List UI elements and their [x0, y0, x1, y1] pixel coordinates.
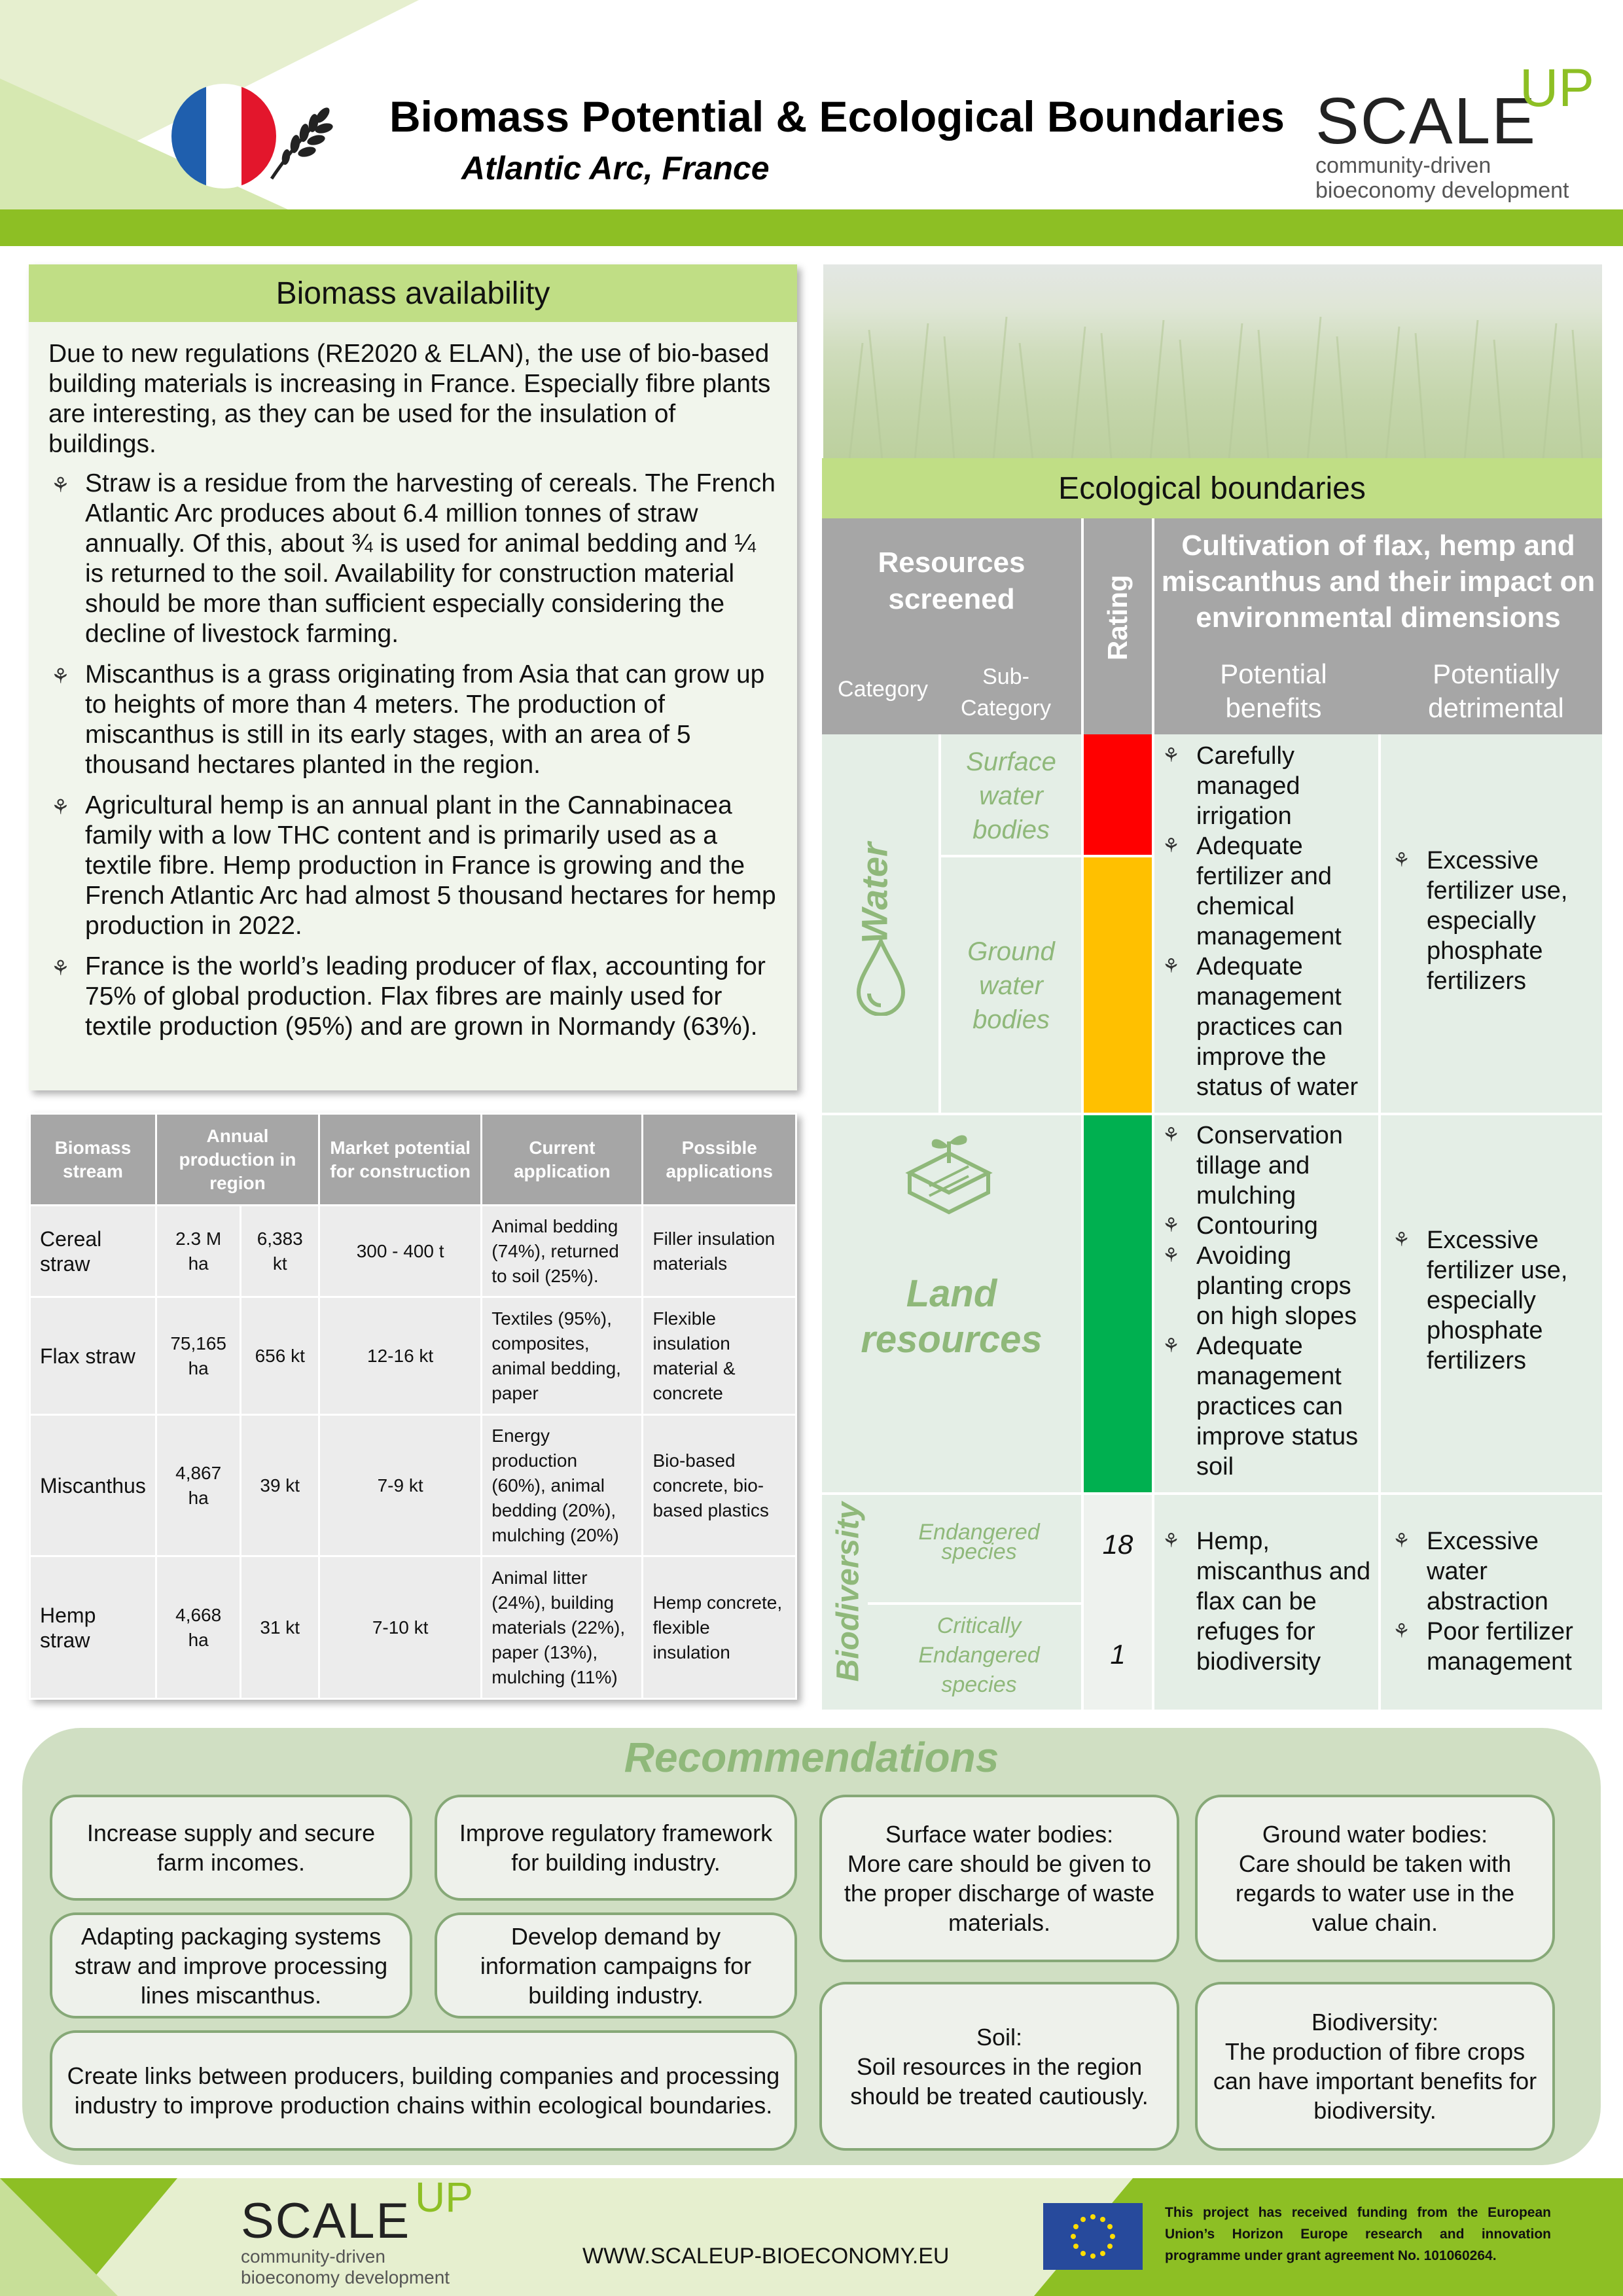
cell-production: 31 kt — [241, 1556, 319, 1699]
rating-biodiversity-cell — [1084, 1495, 1152, 1710]
list-item: ⚘ Avoiding planting crops on high slopes — [1162, 1242, 1357, 1330]
bullet-text: , accounting for 75% of global production. Flax fibres are mainly used for textile production (95%) and are grown in Normandy (63%). — [85, 952, 766, 1041]
recommendation-ground-water: Ground water bodies: Care should be taken with regards to water use in the value chain. — [1195, 1795, 1555, 1962]
keyword: Straw — [85, 469, 151, 497]
cell-current: Energy production (60%), animal bedding (20%), mulching (20%) — [482, 1415, 643, 1556]
divider — [822, 1492, 1602, 1495]
soil-sprout-icon — [903, 1127, 995, 1219]
cell-current: Textiles (95%), composites, animal bedding, paper — [482, 1297, 643, 1415]
biodiversity-detrimental-list — [1393, 1526, 1596, 1677]
list-item: ⚘ Adequate management practices can improve status soil — [1162, 1333, 1359, 1480]
cell-market: 7-10 kt — [319, 1556, 481, 1699]
cell-stream: Miscanthus — [30, 1415, 156, 1556]
bullet-flax — [48, 952, 777, 1042]
cell-production: 39 kt — [241, 1415, 319, 1556]
recommendation-biodiversity: Biodiversity: The production of fibre crops can have important benefits for biodiversity. — [1195, 1982, 1555, 2151]
divider — [1378, 734, 1381, 1710]
sprout-icon: ⚘ — [1393, 1621, 1410, 1642]
critically-endangered-count: 1 — [1110, 1639, 1126, 1670]
recommendations-title: Recommendations — [624, 1734, 999, 1781]
cell-possible: Filler insulation materials — [643, 1206, 796, 1297]
bullet-text: is a grass originating from Asia that can grow up to heights of more than 4 meters. The production of miscanthus is still in its early stages, with an area of 5 thousand hectares planted in the region. — [85, 660, 765, 779]
sprout-icon: ⚘ — [1162, 1335, 1180, 1357]
list-item: ⚘ Excessive water abstraction — [1393, 1528, 1548, 1615]
grass-field-photo — [823, 264, 1602, 459]
list-item: ⚘ Excessive fertilizer use, especially phosphate fertilizers — [1393, 847, 1568, 995]
bullet-text: Agricultural — [85, 791, 220, 819]
recommendation-card: Increase supply and secure farm incomes. — [50, 1795, 412, 1901]
recommendation-card: Improve regulatory framework for building industry. — [435, 1795, 797, 1901]
cell-market: 7-9 kt — [319, 1415, 481, 1556]
water-label: Water — [853, 842, 895, 944]
table-row — [30, 1415, 796, 1556]
water-detrimental-list — [1393, 846, 1596, 996]
page-subtitle: Atlantic Arc, France — [461, 150, 770, 187]
logo-word: SCALE — [1315, 84, 1537, 158]
cell-current: Animal bedding (74%), returned to soil (25%). — [482, 1206, 643, 1297]
benefits-label: Potential benefits — [1220, 658, 1327, 723]
resources-screened-label: Resources screened — [878, 547, 1026, 615]
biodiversity-benefits-list — [1162, 1526, 1378, 1677]
sprout-icon: ⚘ — [1162, 1530, 1180, 1552]
detrimental-label: Potentially detrimental — [1428, 658, 1564, 723]
col-header: Market potential for construction — [319, 1114, 481, 1206]
bullet-hemp — [48, 791, 777, 941]
sprout-icon: ⚘ — [1162, 956, 1180, 977]
keyword: hemp — [219, 791, 284, 819]
logo-tagline-2: bioeconomy development — [1315, 178, 1569, 203]
logo-up: UP — [1520, 58, 1594, 118]
cell-production: 6,383 kt — [241, 1206, 319, 1297]
logo-tagline-1: community-driven — [241, 2246, 385, 2267]
bullet-text: is a residue from the harvesting of cereals. The French Atlantic Arc produces about 6.4 million tonnes of straw annually. Of this, about ¾ is used for animal bedding and ¼ is returned to the soil. Availability for construction material should be more than sufficient especially considering the decline of livestock farming. — [85, 469, 776, 648]
list-item: ⚘ Adequate management practices can improve the status of water — [1162, 953, 1359, 1101]
recommendation-soil: Soil: Soil resources in the region should be treated cautiously. — [819, 1982, 1179, 2151]
eu-flag-icon — [1043, 2203, 1143, 2270]
list-item: ⚘ Carefully managed irrigation — [1162, 742, 1300, 830]
col-header: Possible applications — [643, 1114, 796, 1206]
list-item: ⚘ Hemp, miscanthus and flax can be refuges for biodiversity — [1162, 1528, 1371, 1676]
col-header: Current application — [482, 1114, 643, 1206]
bullet-miscanthus — [48, 660, 777, 780]
cell-possible: Flexible insulation material & concrete — [643, 1297, 796, 1415]
cell-market: 12-16 kt — [319, 1297, 481, 1415]
land-benefits-list — [1162, 1121, 1378, 1482]
sprout-icon: ⚘ — [51, 956, 70, 980]
endangered-label: Endangered species — [918, 1520, 1040, 1564]
page-title: Biomass Potential & Ecological Boundaries — [389, 92, 1285, 141]
cell-possible: Hemp concrete, flexible insulation — [643, 1556, 796, 1699]
biodiversity-label: Biodiversity — [830, 1501, 866, 1682]
header-band — [0, 209, 1623, 246]
cell-stream: Cereal straw — [30, 1206, 156, 1297]
page-footer — [0, 2178, 1623, 2296]
cell-area: 75,165 ha — [156, 1297, 241, 1415]
keyword: flax — [551, 952, 592, 980]
website-link[interactable]: WWW.SCALEUP-BIOECONOMY.EU — [582, 2244, 950, 2269]
list-item: ⚘ Conservation tillage and mulching — [1162, 1122, 1343, 1210]
list-item: ⚘ Contouring — [1162, 1212, 1318, 1240]
water-benefits-list — [1162, 741, 1378, 1102]
col-header: Annual production in region — [156, 1114, 319, 1206]
scaleup-logo — [1315, 58, 1594, 203]
divider — [822, 1113, 1602, 1115]
logo-word: SCALE — [241, 2193, 411, 2249]
subcategory-label: Sub-Category — [961, 664, 1051, 721]
ecological-boundaries-table — [822, 518, 1602, 1710]
divider — [868, 1602, 1081, 1605]
surface-water-label: Surface water bodies — [966, 747, 1056, 844]
sprout-icon: ⚘ — [51, 664, 70, 688]
recommendation-surface-water: Surface water bodies: More care should be given to the proper discharge of waste materials. — [819, 1795, 1179, 1962]
table-row — [30, 1206, 796, 1297]
ecological-boundaries-heading: Ecological boundaries — [822, 458, 1602, 518]
sprout-icon: ⚘ — [1162, 1245, 1180, 1266]
list-item: ⚘ Poor fertilizer management — [1393, 1618, 1573, 1676]
table-row — [30, 1556, 796, 1699]
table-row — [30, 1297, 796, 1415]
grass-texture — [823, 264, 1602, 459]
rating-land-green — [1084, 1115, 1152, 1492]
logo-tagline-2: bioeconomy development — [241, 2267, 450, 2287]
logo-tagline-1: community-driven — [1315, 153, 1491, 178]
col-header: Biomass stream — [30, 1114, 156, 1206]
land-resources-label: Land resources — [861, 1272, 1043, 1361]
sprout-icon: ⚘ — [1162, 1215, 1180, 1236]
sprout-icon: ⚘ — [1162, 1124, 1180, 1146]
recommendation-card: Develop demand by information campaigns for building industry. — [435, 1912, 797, 2018]
endangered-count: 18 — [1102, 1529, 1133, 1560]
cell-market: 300 - 400 t — [319, 1206, 481, 1297]
sprout-icon: ⚘ — [1393, 1530, 1410, 1552]
biomass-bullets — [48, 469, 777, 1042]
list-item: ⚘ Adequate fertilizer and chemical management — [1162, 833, 1342, 950]
sprout-icon: ⚘ — [51, 473, 70, 497]
divider — [941, 855, 1081, 857]
cell-current: Animal litter (24%), building materials (22%), paper (13%), mulching (11%) — [482, 1556, 643, 1699]
cell-stream: Flax straw — [30, 1297, 156, 1415]
keyword: Miscanthus — [85, 660, 215, 689]
list-item: ⚘ Excessive fertilizer use, especially phosphate fertilizers — [1393, 1227, 1568, 1374]
water-drop-icon — [855, 937, 907, 1016]
recommendation-card: Create links between producers, building companies and processing industry to improve production chains within ecological boundaries. — [50, 2030, 797, 2151]
biomass-heading: Biomass availability — [29, 264, 797, 322]
sprout-icon: ⚘ — [51, 795, 70, 819]
table-header-row — [30, 1114, 796, 1206]
bullet-straw — [48, 469, 777, 649]
rating-ground-water-orange — [1084, 857, 1152, 1113]
land-detrimental-list — [1393, 1225, 1596, 1376]
sprout-icon: ⚘ — [1393, 850, 1410, 871]
bullet-text: France is the world’s leading producer of — [85, 952, 552, 980]
bullet-text: is an annual plant in the Cannabinacea family with a low THC content and is primarily used as a textile fibre. Hemp production in France is growing and the French Atlantic Arc had almost 5 thousand hectares for hemp production in 2022. — [85, 791, 776, 940]
cell-area: 4,668 ha — [156, 1556, 241, 1699]
critically-endangered-label: Critically Endangered species — [918, 1613, 1040, 1697]
recommendation-card: Adapting packaging systems straw and improve processing lines miscanthus. — [50, 1912, 412, 2018]
biomass-intro: Due to new regulations (RE2020 & ELAN), the use of bio-based building materials is increasing in France. Especially fibre plants are interesting, as they can be used for the insulation of buildings. — [48, 340, 771, 458]
cell-production: 656 kt — [241, 1297, 319, 1415]
rating-label: Rating — [1102, 575, 1133, 660]
logo-up: UP — [415, 2178, 473, 2221]
rating-surface-water-red — [1084, 734, 1152, 855]
cell-area: 4,867 ha — [156, 1415, 241, 1556]
scaleup-logo-footer — [241, 2178, 473, 2288]
funding-notice: This project has received funding from the European Union’s Horizon Europe research and innovation programme under grant agreement No. 101060264. — [1165, 2205, 1551, 2263]
footer-decoration — [79, 2178, 1133, 2296]
sprout-icon: ⚘ — [1162, 745, 1180, 766]
biomass-availability-panel — [29, 264, 797, 1090]
impact-title: Cultivation of flax, hemp and miscanthus and their impact on environmental dimensions — [1161, 529, 1596, 634]
sprout-icon: ⚘ — [1162, 835, 1180, 857]
sprout-icon: ⚘ — [1393, 1229, 1410, 1251]
page-header — [0, 0, 1623, 209]
cell-area: 2.3 M ha — [156, 1206, 241, 1297]
category-label: Category — [838, 677, 928, 702]
cell-possible: Bio-based concrete, bio-based plastics — [643, 1415, 796, 1556]
ground-water-label: Ground water bodies — [967, 937, 1055, 1034]
cell-stream: Hemp straw — [30, 1556, 156, 1699]
footer-decoration — [0, 2178, 118, 2296]
biomass-stream-table — [29, 1113, 797, 1700]
wheat-icon — [259, 97, 337, 182]
